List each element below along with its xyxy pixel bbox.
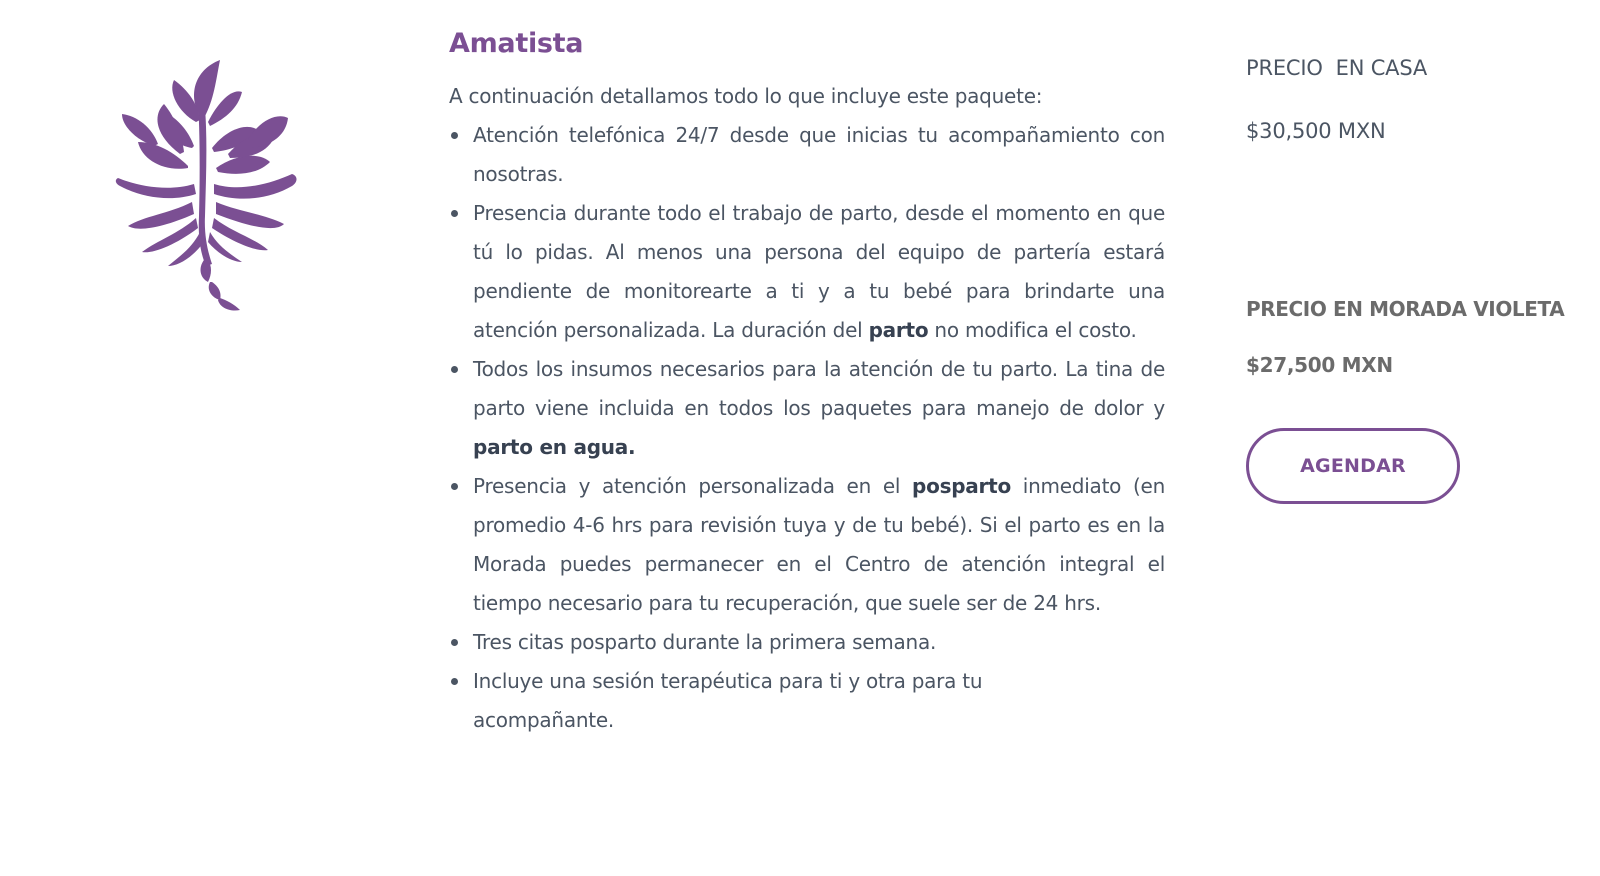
item-text: no modifica el costo.: [928, 318, 1137, 342]
home-price-label: PRECIO EN CASA: [1246, 56, 1428, 80]
feature-list: [449, 116, 1165, 740]
list-item: [449, 623, 1165, 662]
purple-leaf-tree-icon: [108, 56, 304, 316]
home-price: $30,500 MXN: [1246, 119, 1386, 143]
item-text: Presencia durante todo el trabajo de parto, desde el momento en que tú lo pidas. Al menos una persona del equipo de partería estará pendiente de monitorearte a ti y a tu bebé para brindarte una atención personalizada. La duración del: [473, 201, 1165, 342]
list-item: [449, 116, 1165, 194]
item-bold-text: parto: [868, 318, 929, 342]
list-item: [449, 662, 1033, 740]
agendar-button[interactable]: AGENDAR: [1246, 428, 1460, 504]
package-intro: A continuación detallamos todo lo que incluye este paquete:: [449, 84, 1043, 108]
item-text: Incluye una sesión terapéutica para ti y otra para tu acompañante.: [473, 669, 983, 732]
item-text: Tres citas posparto durante la primera semana.: [473, 630, 937, 654]
item-text: inmediato (en promedio 4-6 hrs para revisión tuya y de tu bebé). Si el parto es en la Morada puedes permanecer en el Centro de atención integral el tiempo necesario para tu recuperación, que suele ser de 24 hrs.: [473, 474, 1165, 615]
item-text: Atención telefónica 24/7 desde que inicias tu acompañamiento con nosotras.: [473, 123, 1165, 186]
morada-price: $27,500 MXN: [1246, 353, 1393, 377]
item-text: Todos los insumos necesarios para la atención de tu parto. La tina de parto viene incluida en todos los paquetes para manejo de dolor y: [473, 357, 1165, 420]
item-text: Presencia y atención personalizada en el: [473, 474, 913, 498]
list-item: [449, 194, 1165, 350]
list-item: [449, 350, 1165, 467]
list-item: [449, 467, 1165, 623]
morada-price-label: PRECIO EN MORADA VIOLETA: [1246, 297, 1565, 321]
package-title: Amatista: [449, 28, 584, 59]
item-bold-text: parto en agua.: [473, 435, 636, 459]
item-bold-text: posparto: [912, 474, 1011, 498]
package-details: [449, 28, 1165, 740]
